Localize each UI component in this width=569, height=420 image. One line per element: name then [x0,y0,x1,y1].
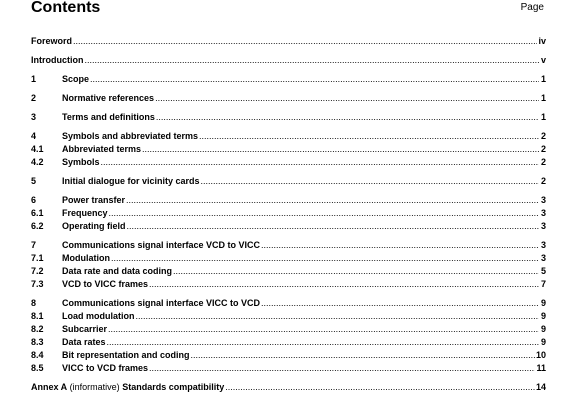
toc-label: Communications signal interface VICC to VCD [62,298,261,308]
toc-number: 3 [31,112,37,122]
toc-label: Data rates [62,337,106,347]
toc-page: 3 [540,195,546,205]
toc-number: 7.2 [31,266,44,276]
toc-entry-6-2[interactable] [31,220,546,233]
toc-entry-3[interactable] [31,111,546,124]
toc-page: iv [538,36,546,46]
toc-entry-8-3[interactable] [31,336,546,349]
toc-label: Terms and definitions [62,112,155,122]
toc-page: v [540,55,546,65]
toc-label: Normative references [62,93,155,103]
table-of-contents [31,35,546,394]
toc-label: VICC to VCD frames [62,363,149,373]
toc-number: 7 [31,240,37,250]
toc-label: Introduction [31,55,84,65]
toc-page: 2 [540,144,546,154]
toc-number: 2 [31,93,37,103]
toc-annex-type: (informative) [67,382,123,392]
toc-label: Abbreviated terms [62,144,142,154]
toc-number: 5 [31,176,37,186]
toc-label: Data rate and data coding [62,266,173,276]
toc-label: Subcarrier [62,324,108,334]
toc-entry-8[interactable] [31,297,546,310]
toc-entry-8-5[interactable] [31,362,546,375]
toc-page: 3 [540,240,546,250]
toc-number: 6 [31,195,37,205]
toc-number: 8.2 [31,324,44,334]
toc-label: Power transfer [62,195,126,205]
toc-number: 1 [31,74,37,84]
toc-page: 11 [536,363,546,373]
toc-entry-4-1[interactable] [31,143,546,156]
toc-number: 8.1 [31,311,44,321]
toc-label: Modulation [62,253,110,263]
toc-page: 7 [540,279,546,289]
toc-number: 7.3 [31,279,44,289]
toc-label: Symbols and abbreviated terms [62,131,199,141]
page-title: Contents [31,0,101,16]
toc-entry-8-1[interactable] [31,310,546,323]
toc-page: 9 [540,337,546,347]
toc-number: 6.1 [31,208,44,218]
toc-number: 8.3 [31,337,44,347]
toc-entry-8-4[interactable] [31,349,546,362]
toc-page: 9 [540,324,546,334]
toc-entry-7[interactable] [31,239,546,252]
toc-number: 4.2 [31,157,44,167]
toc-entry-8-2[interactable] [31,323,546,336]
toc-entry-6-1[interactable] [31,207,546,220]
page-column-label: Page [520,2,544,13]
toc-number: 8.4 [31,350,44,360]
toc-label: Frequency [62,208,108,218]
toc-entry-5[interactable] [31,175,546,188]
toc-label: Operating field [62,221,126,231]
toc-entry-6[interactable] [31,194,546,207]
toc-number: 8.5 [31,363,44,373]
toc-page: 9 [540,311,546,321]
toc-entry-7-1[interactable] [31,252,546,265]
toc-entry-1[interactable] [31,73,546,86]
toc-page: 1 [540,93,546,103]
toc-number: 4.1 [31,144,44,154]
toc-annex-label: Annex A [31,382,68,392]
toc-entry-foreword[interactable] [31,35,546,48]
toc-number: 8 [31,298,37,308]
toc-page: 10 [535,350,546,360]
toc-label: Initial dialogue for vicinity cards [62,176,200,186]
toc-entry-2[interactable] [31,92,546,105]
toc-number: 4 [31,131,37,141]
toc-label: Symbols [62,157,100,167]
toc-entry-introduction[interactable] [31,54,546,67]
toc-entry-4[interactable] [31,130,546,143]
toc-page: 2 [540,157,546,167]
toc-label: VCD to VICC frames [62,279,149,289]
toc-number: 7.1 [31,253,44,263]
toc-page: 14 [535,382,546,392]
toc-entry-7-2[interactable] [31,265,546,278]
toc-label: Bit representation and coding [62,350,190,360]
toc-page: 3 [540,208,546,218]
toc-label: Standards compatibility [122,382,225,392]
toc-page: 5 [540,266,546,276]
toc-page: 9 [540,298,546,308]
toc-label: Foreword [31,36,73,46]
toc-number: 6.2 [31,221,44,231]
toc-label: Scope [62,74,90,84]
toc-page: 3 [540,253,546,263]
toc-entry-7-3[interactable] [31,278,546,291]
toc-page: 2 [540,176,546,186]
toc-entry-annex-a[interactable] [31,381,546,394]
toc-label: Load modulation [62,311,135,321]
toc-page: 3 [540,221,546,231]
toc-entry-4-2[interactable] [31,156,546,169]
toc-page: 2 [540,131,546,141]
toc-page: 1 [540,112,546,122]
toc-page: 1 [540,74,546,84]
toc-label: Communications signal interface VCD to VICC [62,240,261,250]
